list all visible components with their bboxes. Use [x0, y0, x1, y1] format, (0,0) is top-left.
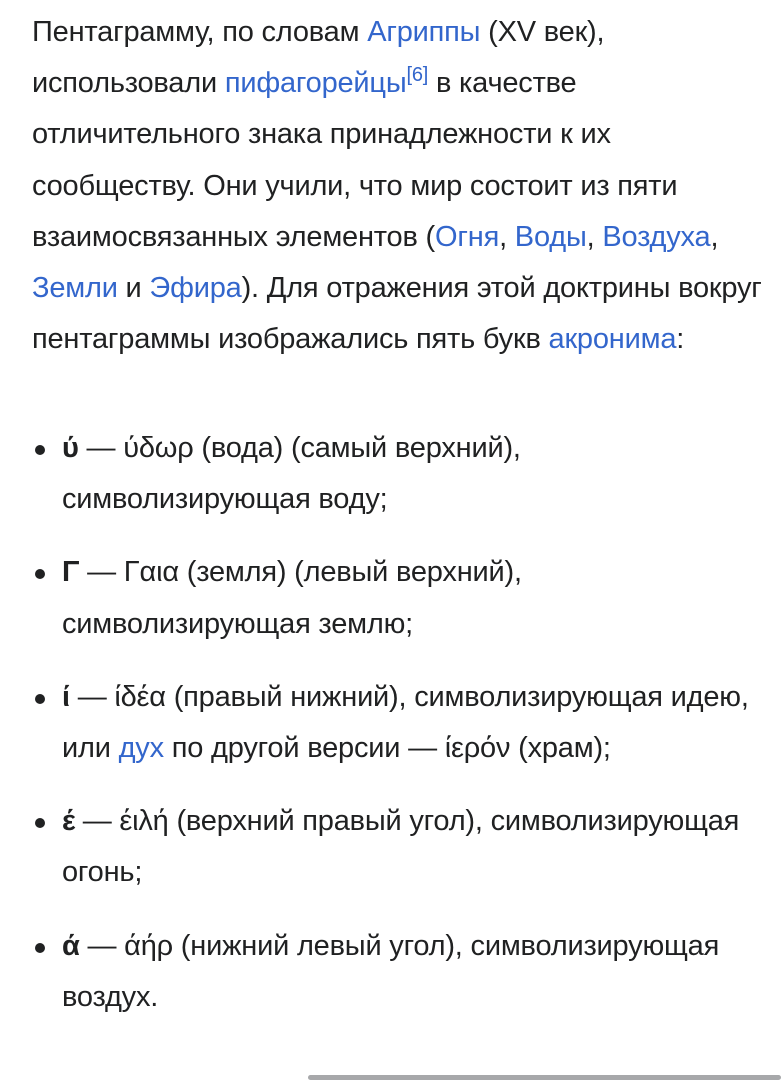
intro-text: Пентаграмму, по словам: [32, 16, 368, 48]
acronym-letter: ί: [62, 680, 70, 713]
list-item: [32, 672, 772, 774]
link-spirit[interactable]: дух: [118, 732, 164, 765]
acronym-letter: ύ: [62, 432, 79, 464]
intro-text: ,: [586, 220, 603, 253]
intro-paragraph: [32, 0, 762, 365]
list-item-text: по другой версии — ίερόν (храм);: [163, 732, 611, 765]
acronym-letter: Γ: [62, 556, 80, 589]
acronym-list: [32, 423, 772, 1045]
list-item-text: — ύδωρ (вода) (самый верхний), символизирующая воду;: [62, 432, 521, 516]
link-water[interactable]: Воды: [514, 220, 587, 253]
link-air[interactable]: Воздуха: [602, 220, 711, 253]
intro-text: ). Для отражения этой доктрины вокруг пентаграммы изображались пять букв: [32, 272, 762, 356]
bullet-dot-icon: [35, 818, 45, 828]
bullet-dot-icon: [35, 445, 45, 455]
link-fire[interactable]: Огня: [435, 220, 500, 253]
list-item: [32, 547, 772, 649]
bullet-dot-icon: [35, 569, 45, 579]
link-pythagoreans[interactable]: пифагорейцы: [224, 67, 407, 100]
intro-text: и: [117, 272, 150, 305]
intro-text: ,: [710, 220, 719, 253]
link-agrippa[interactable]: Агриппы: [367, 16, 481, 48]
acronym-letter: ά: [62, 929, 80, 962]
article-body: [32, 0, 762, 1013]
intro-text: в качестве отличительного знака принадлежности к их сообществу. Они учили, что мир состоит из пяти взаимосвязанных элементов (: [32, 67, 678, 253]
reference-6[interactable]: [6]: [406, 64, 429, 87]
list-item-text: — άήρ (нижний левый угол), символизирующая воздух.: [62, 929, 720, 1013]
horizontal-scrollbar[interactable]: [308, 1075, 781, 1080]
bullet-dot-icon: [35, 694, 45, 704]
list-item: [32, 921, 772, 1023]
bullet-dot-icon: [35, 943, 45, 953]
list-item-text: — έιλή (верхний правый угол), символизирующая огонь;: [62, 805, 740, 889]
link-earth[interactable]: Земли: [32, 272, 118, 305]
list-item: [32, 423, 772, 525]
acronym-letter: έ: [62, 805, 75, 838]
list-item-text: — Γαια (земля) (левый верхний), символизирующая землю;: [62, 556, 522, 640]
intro-text: ,: [499, 220, 515, 253]
intro-text: :: [676, 323, 685, 356]
link-acronym[interactable]: акронима: [548, 323, 677, 356]
link-ether[interactable]: Эфира: [149, 272, 242, 305]
list-item: [32, 796, 772, 898]
intro-text: (XV век), использовали: [32, 16, 605, 100]
list-item-text: — ίδέα (правый нижний), символизирующая идею, или: [62, 680, 749, 765]
